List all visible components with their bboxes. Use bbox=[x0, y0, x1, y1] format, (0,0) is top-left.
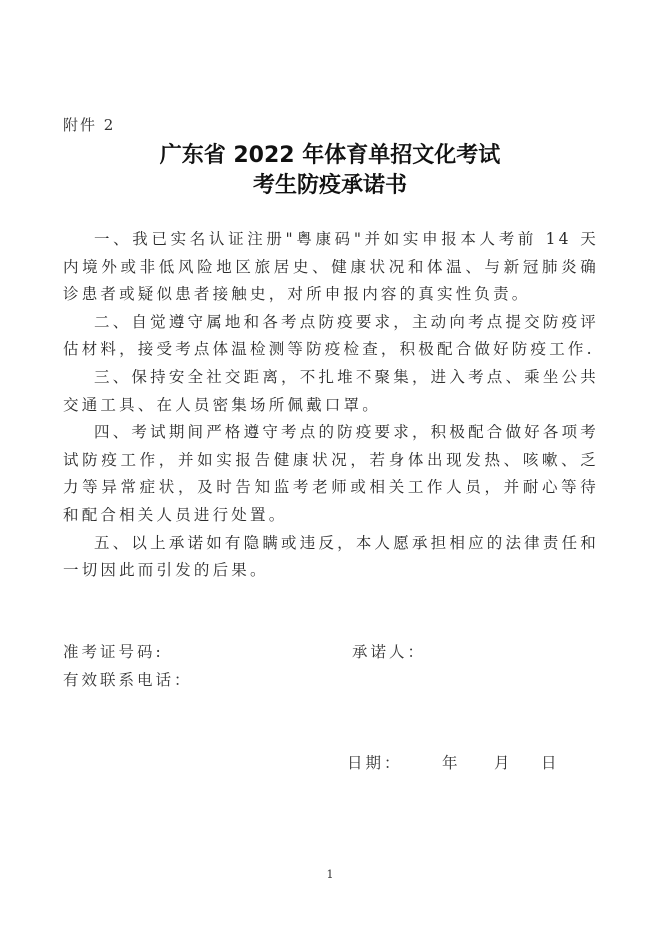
commitment-paragraph-1: 一、我已实名认证注册"粤康码"并如实申报本人考前 14 天内境外或非低风险地区旅居史、健康状况和体温、与新冠肺炎确诊患者或疑似患者接触史，对所申报内容的真实性负责。 bbox=[63, 230, 599, 304]
commitment-paragraph-3: 三、保持安全社交距离，不扎堆不聚集，进入考点、乘坐公共交通工具、在人员密集场所佩戴口罩。 bbox=[63, 367, 599, 414]
commitment-body bbox=[63, 226, 599, 585]
attachment-label: 附件 2 bbox=[63, 116, 116, 134]
commitment-paragraph-5: 五、以上承诺如有隐瞒或违反，本人愿承担相应的法律责任和一切因此而引发的后果。 bbox=[63, 533, 599, 580]
year-label: 年 bbox=[442, 754, 461, 772]
exam-number-label: 准考证号码: bbox=[63, 643, 164, 661]
phone-label: 有效联系电话： bbox=[63, 671, 193, 689]
promiser-label: 承诺人： bbox=[352, 643, 427, 661]
document-title-line1: 广东省 2022 年体育单招文化考试 bbox=[159, 143, 501, 168]
commitment-paragraph-2: 二、自觉遵守属地和各考点防疫要求，主动向考点提交防疫评估材料，接受考点体温检测等防疫检查，积极配合做好防疫工作. bbox=[63, 312, 599, 359]
page-number: 1 bbox=[326, 868, 334, 881]
commitment-paragraph-4: 四、考试期间严格遵守考点的防疫要求，积极配合做好各项考试防疫工作，并如实报告健康状况，若身体出现发热、咳嗽、乏力等异常症状，及时告知监考老师或相关工作人员，并耐心等待和配合相关人员进行处置。 bbox=[63, 423, 599, 524]
date-label: 日期： bbox=[347, 754, 403, 772]
month-label: 月 bbox=[494, 754, 513, 772]
document-title-line2: 考生防疫承诺书 bbox=[252, 173, 407, 198]
day-label: 日 bbox=[541, 754, 560, 772]
